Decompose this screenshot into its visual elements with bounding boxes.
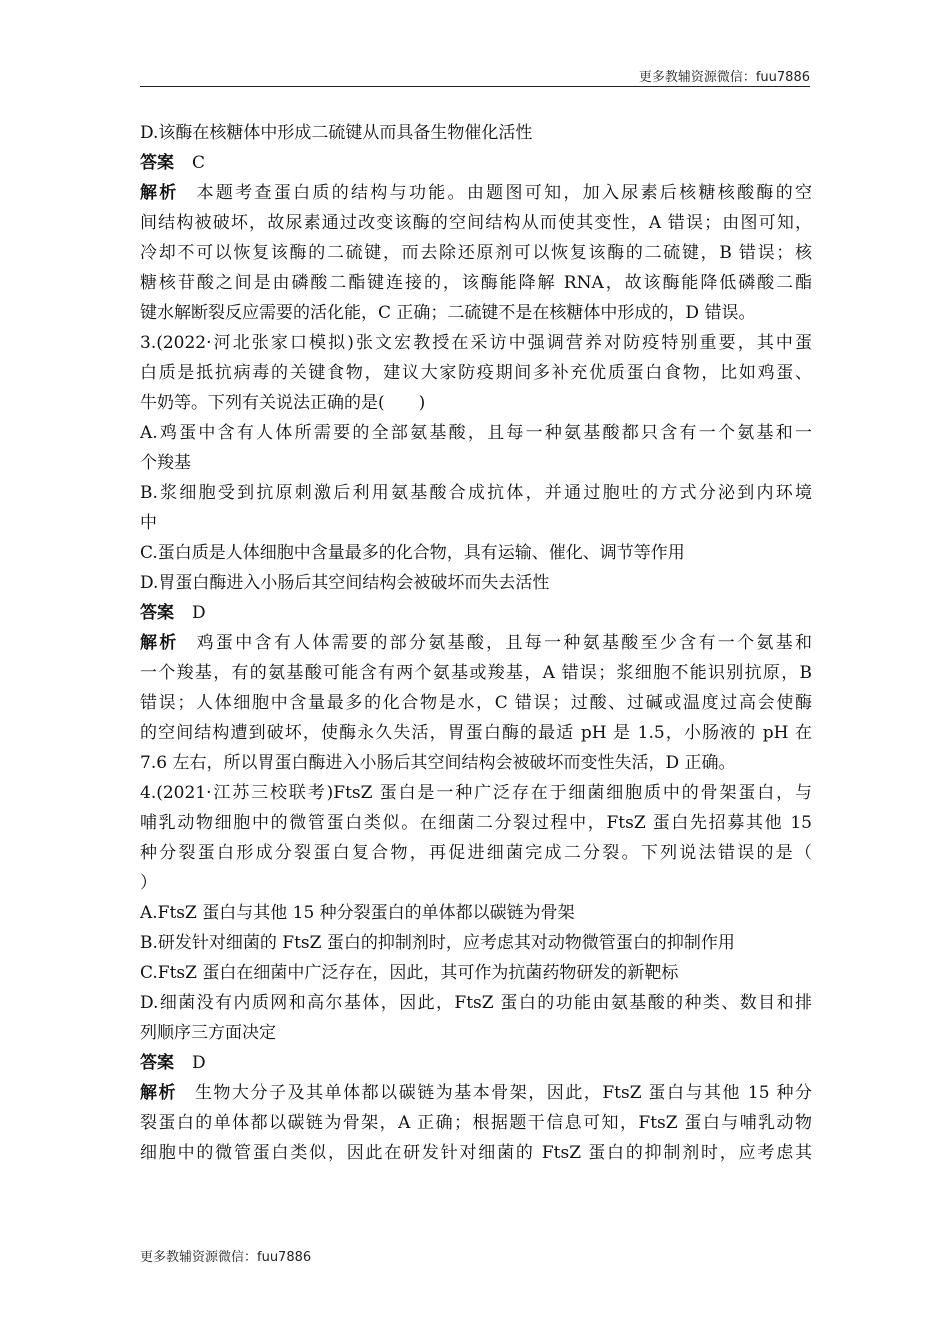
q2-answer: C <box>192 153 206 173</box>
q3-analysis-line-2: 一个羧基，有的氨基酸可能含有两个氨基或羧基，A 错误；浆细胞不能识别抗原，B <box>140 663 812 683</box>
answer-label: 答案 <box>140 153 174 173</box>
document-body <box>140 118 812 1168</box>
q3-analysis-line-3: 错误；人体细胞中含量最多的化合物是水，C 错误；过酸、过碱或温度过高会使酶 <box>140 693 812 713</box>
q3-option-b-line-2: 中 <box>140 513 157 533</box>
q3-analysis-line-4: 的空间结构遭到破坏，使酶永久失活，胃蛋白酶的最适 pH 是 1.5，小肠液的 pH 在 <box>140 723 812 743</box>
q4-option-d-line-2: 列顺序三方面决定 <box>140 1023 276 1043</box>
q4-stem-line-4: ） <box>140 873 157 893</box>
q3-answer-line <box>140 598 812 628</box>
q3-option-c: C.蛋白质是人体细胞中含量最多的化合物，具有运输、催化、调节等作用 <box>140 543 685 563</box>
q2-analysis-line-2: 间结构被破坏，故尿素通过改变该酶的空间结构从而使其变性，A 错误；由图可知， <box>140 213 812 233</box>
q4-analysis-line-3: 细胞中的微管蛋白类似，因此在研发针对细菌的 FtsZ 蛋白的抑制剂时，应考虑其 <box>140 1143 812 1163</box>
q4-option-d-line-1: D.细菌没有内质网和高尔基体，因此，FtsZ 蛋白的功能由氨基酸的种类、数目和排 <box>140 993 812 1013</box>
q4-stem-line-2: 哺乳动物细胞中的微管蛋白类似。在细菌二分裂过程中，FtsZ 蛋白先招募其他 15 <box>140 813 812 833</box>
q3-option-b-line-1: B.浆细胞受到抗原刺激后利用氨基酸合成抗体，并通过胞吐的方式分泌到内环境 <box>140 483 812 503</box>
q4-analysis-line-1 <box>140 1078 812 1108</box>
page-footer: 更多教辅资源微信：fuu7886 <box>140 1250 312 1265</box>
q3-answer: D <box>192 603 206 623</box>
q4-option-c: C.FtsZ 蛋白在细菌中广泛存在，因此，其可作为抗菌药物研发的新靶标 <box>140 963 679 983</box>
q3-stem-line-3: 牛奶等。下列有关说法正确的是( ) <box>140 393 426 413</box>
analysis-label: 解析 <box>140 633 179 653</box>
analysis-label: 解析 <box>140 1083 178 1103</box>
q2-option-d: D.该酶在核糖体中形成二硫键从而具备生物催化活性 <box>140 123 533 143</box>
answer-label: 答案 <box>140 603 174 623</box>
q3-stem-line-1: 3.(2022·河北张家口模拟)张文宏教授在采访中强调营养对防疫特别重要，其中蛋 <box>140 333 812 353</box>
q4-answer: D <box>192 1053 206 1073</box>
q4-stem-line-3: 种分裂蛋白形成分裂蛋白复合物，再促进细菌完成二分裂。下列说法错误的是（ <box>140 843 812 863</box>
q3-option-d: D.胃蛋白酶进入小肠后其空间结构会被破坏而失去活性 <box>140 573 550 593</box>
q4-option-b: B.研发针对细菌的 FtsZ 蛋白的抑制剂时，应考虑其对动物微管蛋白的抑制作用 <box>140 933 735 953</box>
q2-analysis-text: 本题考查蛋白质的结构与功能。由题图可知，加入尿素后核糖核酸酶的空 <box>196 183 812 203</box>
analysis-label: 解析 <box>140 183 179 203</box>
q4-option-a: A.FtsZ 蛋白与其他 15 种分裂蛋白的单体都以碳链为骨架 <box>140 903 575 923</box>
header-watermark-text: 更多教辅资源微信：fuu7886 <box>638 70 810 85</box>
q2-answer-line <box>140 148 812 178</box>
q3-analysis-line-5: 7.6 左右，所以胃蛋白酶进入小肠后其空间结构会被破坏而变性失活，D 正确。 <box>140 753 736 773</box>
q3-stem-line-2: 白质是抵抗病毒的关键食物，建议大家防疫期间多补充优质蛋白食物，比如鸡蛋、 <box>140 363 812 383</box>
q2-analysis-line-1 <box>140 178 812 208</box>
q3-option-a-line-2: 个羧基 <box>140 453 191 473</box>
q4-answer-line <box>140 1048 812 1078</box>
q4-analysis-line-2: 裂蛋白的单体都以碳链为骨架，A 正确；根据题干信息可知，FtsZ 蛋白与哺乳动物 <box>140 1113 812 1133</box>
q2-analysis-line-5: 键水解断裂反应需要的活化能，C 正确；二硫键不是在核糖体中形成的，D 错误。 <box>140 303 756 323</box>
page-header <box>140 64 810 87</box>
q3-option-a-line-1: A.鸡蛋中含有人体所需要的全部氨基酸，且每一种氨基酸都只含有一个氨基和一 <box>140 423 812 443</box>
q3-analysis-text: 鸡蛋中含有人体需要的部分氨基酸，且每一种氨基酸至少含有一个氨基和 <box>196 633 812 653</box>
q2-analysis-line-4: 糖核苷酸之间是由磷酸二酯键连接的，该酶能降解 RNA，故该酶能降低磷酸二酯 <box>140 273 812 293</box>
answer-label: 答案 <box>140 1053 174 1073</box>
q4-stem-line-1: 4.(2021·江苏三校联考)FtsZ 蛋白是一种广泛存在于细菌细胞质中的骨架蛋白，与 <box>140 783 812 803</box>
q2-analysis-line-3: 冷却不可以恢复该酶的二硫键，而去除还原剂可以恢复该酶的二硫键，B 错误；核 <box>140 243 812 263</box>
q3-analysis-line-1 <box>140 628 812 658</box>
q4-analysis-text: 生物大分子及其单体都以碳链为基本骨架，因此，FtsZ 蛋白与其他 15 种分 <box>195 1083 812 1103</box>
